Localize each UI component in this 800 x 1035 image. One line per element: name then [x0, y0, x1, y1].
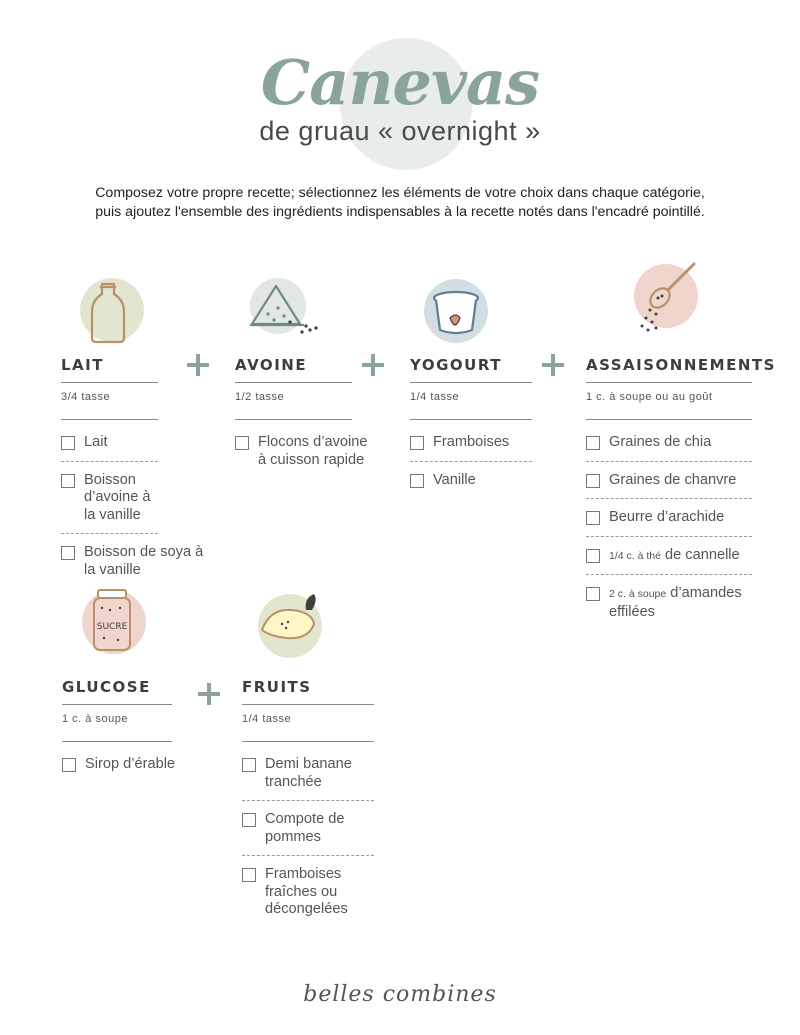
ingredient-label: Framboises fraîches ou décongelées	[265, 866, 348, 917]
plus-icon-4	[198, 683, 220, 705]
ingredient-item[interactable]	[586, 509, 752, 537]
divider	[61, 419, 158, 420]
ingredient-label: Sirop d’érable	[85, 756, 176, 772]
checkbox[interactable]	[61, 546, 75, 560]
divider	[586, 419, 752, 420]
checkbox[interactable]	[410, 474, 424, 488]
category-lait	[61, 356, 204, 598]
yogurt-cup-icon	[420, 278, 492, 344]
category-title: FRUITS	[242, 678, 312, 696]
divider	[242, 741, 374, 742]
ingredient-label: Lait	[84, 434, 108, 450]
ingredient-item[interactable]	[586, 472, 752, 500]
checkbox[interactable]	[586, 511, 600, 525]
ingredient-label: Compote de pommes	[265, 811, 345, 845]
ingredient-label	[609, 585, 752, 621]
category-avoine	[235, 356, 368, 488]
ingredient-label: Graines de chanvre	[609, 471, 737, 488]
ingredient-amount: 2 c. à soupe	[609, 588, 667, 600]
ingredient-label: Flocons d’avoine à cuisson rapide	[258, 434, 368, 468]
category-title: GLUCOSE	[62, 678, 151, 696]
checkbox[interactable]	[235, 436, 249, 450]
ingredient-item[interactable]	[61, 544, 211, 588]
divider	[62, 741, 172, 742]
ingredient-item[interactable]	[242, 866, 374, 928]
checkbox[interactable]	[242, 758, 256, 772]
intro-text	[40, 184, 760, 222]
ingredient-label: Boisson d’avoine à la vanille	[84, 471, 151, 523]
milk-bottle-icon	[78, 272, 148, 344]
ingredient-label: Vanille	[433, 471, 476, 488]
ingredient-item[interactable]	[61, 434, 158, 462]
page-subtitle: de gruau « overnight »	[259, 116, 541, 146]
plus-icon-3	[542, 354, 564, 376]
category-assaisonnements	[586, 356, 776, 640]
checkbox[interactable]	[242, 868, 256, 882]
category-quantity: 1/4 tasse	[410, 391, 460, 403]
category-quantity: 1/2 tasse	[235, 391, 285, 403]
page-title: Canevas	[260, 46, 540, 119]
category-glucose	[62, 678, 176, 793]
brand-logo: belles combines	[303, 982, 497, 1007]
divider	[235, 419, 352, 420]
category-yogourt	[410, 356, 532, 508]
intro-line-2: puis ajoutez l'ensemble des ingrédients indispensables à la recette notés dans l'encadré pointillé.	[95, 204, 705, 220]
ingredient-item[interactable]	[410, 434, 532, 462]
intro-line-1: Composez votre propre recette; sélectionnez les éléments de votre choix dans chaque catégorie,	[95, 185, 705, 201]
ingredient-item[interactable]	[586, 585, 752, 630]
spoon-seeds-icon	[630, 260, 706, 340]
ingredient-item[interactable]	[410, 472, 532, 499]
ingredient-label: Boisson de soya à la vanille	[84, 544, 204, 578]
ingredient-label: Graines de chia	[609, 434, 712, 450]
category-fruits	[242, 678, 374, 938]
ingredient-item[interactable]	[242, 756, 374, 801]
ingredient-label: Beurre d’arachide	[609, 509, 725, 525]
checkbox[interactable]	[586, 549, 600, 563]
ingredient-label: Framboises	[433, 434, 510, 450]
checkbox[interactable]	[242, 813, 256, 827]
ingredient-name: de cannelle	[665, 546, 740, 563]
checkbox[interactable]	[586, 474, 600, 488]
category-quantity: 1/4 tasse	[242, 713, 292, 725]
lemon-icon	[256, 592, 332, 662]
ingredient-label	[609, 547, 740, 566]
ingredient-item[interactable]	[242, 811, 374, 856]
category-title: AVOINE	[235, 356, 308, 374]
ingredient-item[interactable]	[235, 434, 375, 478]
oats-pile-icon	[246, 278, 326, 340]
plus-icon-2	[362, 354, 384, 376]
ingredient-item[interactable]	[586, 547, 752, 576]
ingredient-item[interactable]	[62, 756, 202, 783]
ingredient-amount: 1/4 c. à thé	[609, 549, 661, 562]
checkbox[interactable]	[586, 436, 600, 450]
category-title: ASSAISONNEMENTS	[586, 356, 776, 374]
ingredient-item[interactable]	[61, 472, 158, 535]
category-title: YOGOURT	[410, 356, 502, 374]
divider	[410, 419, 532, 420]
checkbox[interactable]	[410, 436, 424, 450]
ingredient-item[interactable]	[586, 434, 752, 462]
checkbox[interactable]	[61, 436, 75, 450]
checkbox[interactable]	[61, 474, 75, 488]
category-quantity: 3/4 tasse	[61, 391, 111, 403]
sugar-jar-text: SUCRE	[96, 622, 128, 632]
ingredient-label: Demi banane tranchée	[265, 756, 352, 790]
checkbox[interactable]	[62, 758, 76, 772]
ingredient-name: d’amandes effilées	[609, 585, 742, 620]
category-quantity: 1 c. à soupe ou au goût	[586, 391, 713, 403]
category-quantity: 1 c. à soupe	[62, 713, 128, 725]
category-title: LAIT	[61, 356, 104, 374]
plus-icon-1	[187, 354, 209, 376]
checkbox[interactable]	[586, 587, 600, 601]
